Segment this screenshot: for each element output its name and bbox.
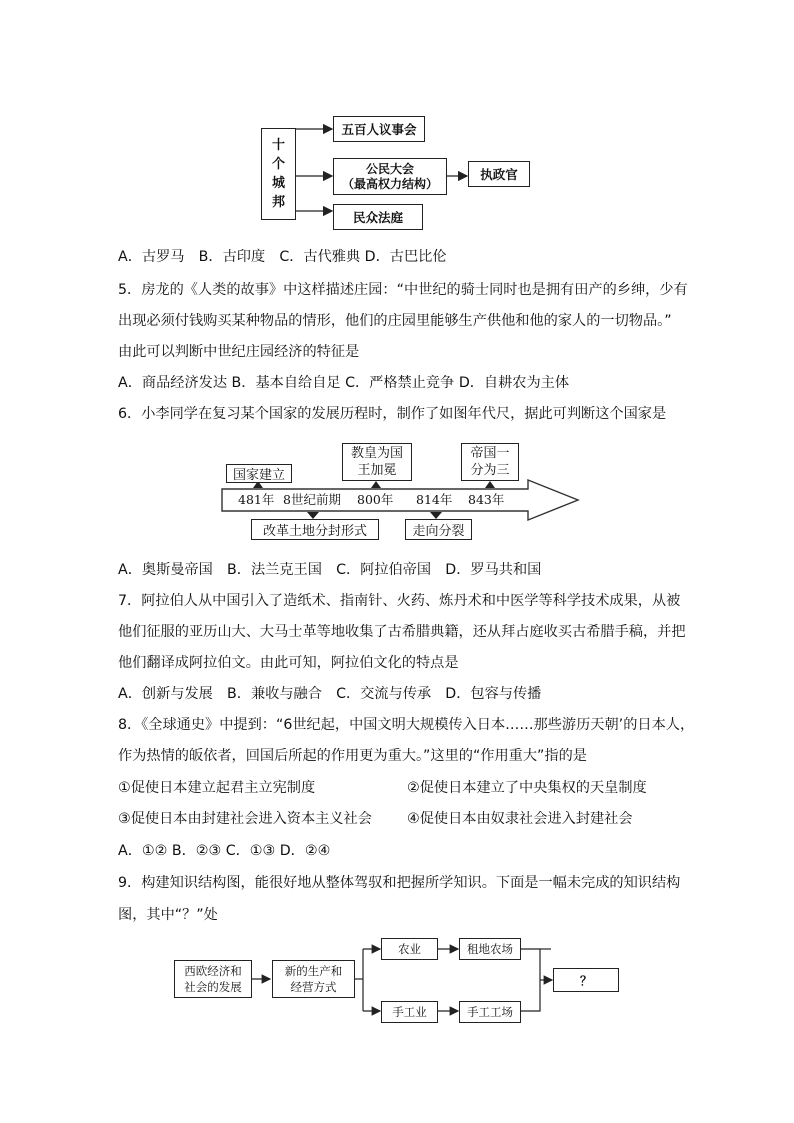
assembly-title: 公民大会 <box>365 161 414 176</box>
event-land-reform: 改革土地分封形式 <box>251 519 379 540</box>
q9-stem-line1: 9．构建知识结构图，能很好地从整体驾驭和把握所学知识。下面是一幅未完成的知识结构 <box>118 875 681 891</box>
q7-stem-line1: 7．阿拉伯人从中国引入了造纸术、指南针、火药、炼丹术和中医学等科学技术成果，从被 <box>118 593 681 609</box>
q5-stem-line1: 5．房龙的《人类的故事》中这样描述庄园：“中世纪的骑士同时也是拥有田产的乡绅，少有 <box>118 282 688 298</box>
q4-options: A．古罗马 B．古印度 C．古代雅典 D．古巴比伦 <box>118 249 447 265</box>
q7-stem-line3: 他们翻译成阿拉伯文。由此可知，阿拉伯文化的特点是 <box>118 655 459 671</box>
q5-stem-line3: 由此可以判断中世纪庄园经济的特征是 <box>118 344 360 360</box>
q9-stem-line2: 图，其中“？”处 <box>118 907 218 923</box>
year-800: 800年 <box>357 492 394 507</box>
q6-options: A．奥斯曼帝国 B．法兰克王国 C．阿拉伯帝国 D．罗马共和国 <box>118 562 542 578</box>
assembly-subtitle: （最高权力结构） <box>341 176 438 191</box>
event-division: 走向分裂 <box>405 519 472 540</box>
new-production-methods-box: 新的生产和 经营方式 <box>272 960 355 998</box>
q8-choice-3: ③促使日本由封建社会进入资本主义社会 <box>118 811 372 827</box>
q5-stem-line2: 出现必须付钱购买某种物品的情形，他们的庄园里能够生产供他和他的家人的一切物品。” <box>118 313 672 329</box>
workshop-box: 手工工场 <box>459 1001 521 1023</box>
event-empire-split: 帝国一 分为三 <box>461 443 519 481</box>
year-481: 481年 <box>238 492 275 507</box>
q5-options: A．商品经济发达 B．基本自给自足 C．严格禁止竞争 D．自耕农为主体 <box>118 375 570 391</box>
council-of-500-box: 五百人议事会 <box>333 116 425 142</box>
q8-choice-4: ④促使日本由奴隶社会进入封建社会 <box>407 811 633 827</box>
western-europe-development-box: 西欧经济和 社会的发展 <box>174 960 252 998</box>
agriculture-box: 农业 <box>381 938 438 960</box>
q8-options: A．①② B．②③ C．①③ D．②④ <box>118 843 331 859</box>
event-pope-crowns-king: 教皇为国 王加冕 <box>342 443 412 481</box>
ten-city-states-box: 十 个 城 邦 <box>261 128 296 220</box>
q8-choice-2: ②促使日本建立了中央集权的天皇制度 <box>407 780 647 796</box>
year-8th-century: 8世纪前期 <box>283 492 341 507</box>
event-state-founded: 国家建立 <box>226 464 292 483</box>
q8-stem-line2: 作为热情的皈依者，回国后所起的作用更为重大。”这里的“作用重大”指的是 <box>118 748 587 764</box>
handicraft-box: 手工业 <box>381 1001 438 1023</box>
q8-stem-line1: 8．《全球通史》中提到：“6世纪起，中国文明大规模传入日本……那些游历天朝’的日本人， <box>118 717 695 733</box>
unknown-answer-box: ？ <box>553 968 619 992</box>
q7-stem-line2: 他们征服的亚历山大、大马士革等地收集了古希腊典籍，还从拜占庭收买古希腊手稿，并把 <box>118 624 686 640</box>
q6-stem: 6．小李同学在复习某个国家的发展历程时，制作了如图年代尺，据此可判断这个国家是 <box>118 406 667 422</box>
q7-options: A．创新与发展 B．兼收与融合 C．交流与传承 D．包容与传播 <box>118 686 542 702</box>
year-814: 814年 <box>416 492 453 507</box>
q8-choice-1: ①促使日本建立起君主立宪制度 <box>118 780 316 796</box>
leased-farm-box: 租地农场 <box>459 938 521 960</box>
archon-box: 执政官 <box>468 161 530 187</box>
peoples-court-box: 民众法庭 <box>333 204 423 230</box>
year-843: 843年 <box>468 492 505 507</box>
